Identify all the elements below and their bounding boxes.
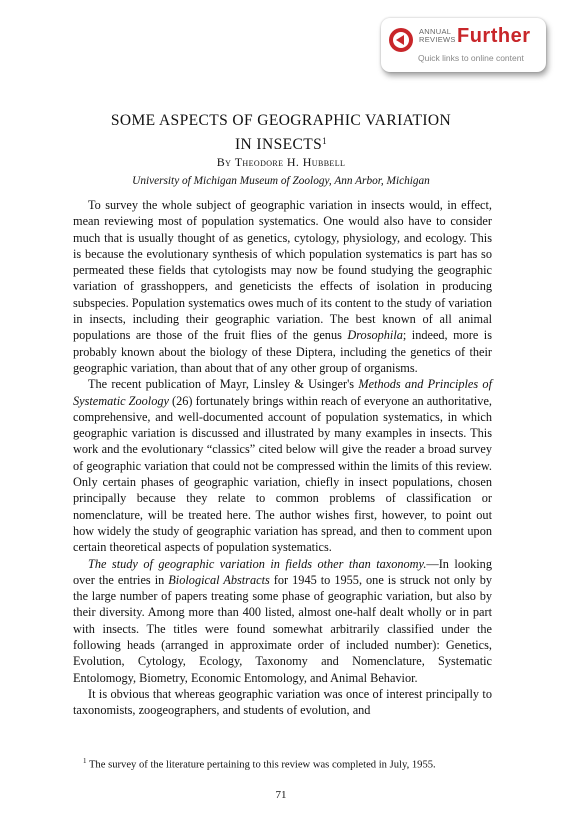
- reviews-label: REVIEWS: [419, 35, 456, 44]
- genus-drosophila: Drosophila: [347, 328, 403, 343]
- author-affiliation: University of Michigan Museum of Zoology, Ann Arbor, Michigan: [132, 175, 430, 187]
- paragraph-2-end: (26) fortunately brings within reach of everyone an authoritative, comprehensive, and well-documented account of population systematics, in which geographic variation is discussed and illustrated by many examples in insects. This work and the evolutionary “classics” cited below will give the reader a broad survey of geographic variation that could not be compressed within the limits of this review. Only certain phases of geographic variation, chiefly in insect populations, chosen principally because they relate to common problems of classification or nomenclature, will be treated here. The author wishes first, however, to point out how widely the study of geographic variation has spread, and then to comment upon certain theoretical aspects of population systematics.: [73, 393, 492, 555]
- article-body: [73, 197, 492, 719]
- paragraph-3-start: —In looking over the entries in: [73, 556, 492, 587]
- journal-biological-abstracts: Biological Abstracts: [168, 572, 270, 587]
- title-line-2: IN INSECTS: [234, 136, 323, 153]
- section-heading: The study of geographic variation in fields other than taxonomy.: [88, 556, 427, 571]
- author-by: By: [216, 155, 232, 169]
- paragraph-3-end: for 1945 to 1955, one is struck not only by the large number of papers treating some phase of geographic variation, but also by their diversity. Among more than 400 listed, almost one-half dealt wholly or in part with insects. The titles were found somewhat arbitrarily classified under the following heads (arranged in approximate order of included number): Genetics, Evolution, Cytology, Ecology, Taxonomy and Nomenclature, Systematic Entolomogy, Biometry, Economic Entomology, and Animal Behavior.: [73, 572, 492, 685]
- book-title-methods: Methods and Principles of Systematic Zoology: [73, 377, 492, 408]
- further-badge[interactable]: [381, 18, 546, 72]
- footnote: [73, 754, 492, 773]
- paragraph-2-start: The recent publication of Mayr, Linsley & Usinger's: [88, 377, 359, 392]
- further-label: Further: [457, 25, 531, 47]
- paragraph-1-end: ; indeed, more is probably known about the biology of these Diptera, including the genetics of their geographic variation, than about that of any other group of organisms.: [73, 328, 492, 375]
- paragraph-3: [73, 556, 492, 686]
- paragraph-4: [73, 686, 492, 719]
- article-title: [0, 110, 562, 155]
- paragraph-4-text: It is obvious that whereas geographic variation was once of interest principally to taxonomists, zoogeographers, and students of evolution, and: [73, 686, 492, 718]
- annual-label: ANNUAL: [419, 27, 452, 36]
- title-line-1: SOME ASPECTS OF GEOGRAPHIC VARIATION: [110, 112, 452, 129]
- paragraph-2: [73, 376, 492, 555]
- paragraph-1: [73, 197, 492, 376]
- chevron-circle-icon: [389, 28, 413, 52]
- author-line: [0, 155, 562, 170]
- paragraph-1-text: To survey the whole subject of geographic variation in insects would, in effect, mean reviewing most of population systematics. One would also have to consider much that is usually thought of as genetics, cytology, physiology, and ecology. This is because the evolutionary synthesis of which population systematics is part has so permeated these fields that cytologists may now be found studying the geographic variation of grasshoppers, and geneticists the effects of isolation in producing subspecies. Population systematics owes much of its content to the study of variation in insects, including their geographic variation. The best known of all animal populations are those of the fruit flies of the genus: [73, 198, 492, 343]
- annual-reviews-logo-text: [419, 28, 456, 44]
- footnote-text: The survey of the literature pertaining to this review was completed in July, 1955.: [86, 759, 436, 771]
- footnote-mark: 1: [83, 757, 87, 765]
- author-name: Theodore H. Hubbell: [234, 155, 346, 169]
- page-number: 71: [275, 789, 287, 801]
- title-footnote-mark[interactable]: 1: [322, 136, 327, 146]
- further-subtitle: Quick links to online content: [418, 53, 524, 63]
